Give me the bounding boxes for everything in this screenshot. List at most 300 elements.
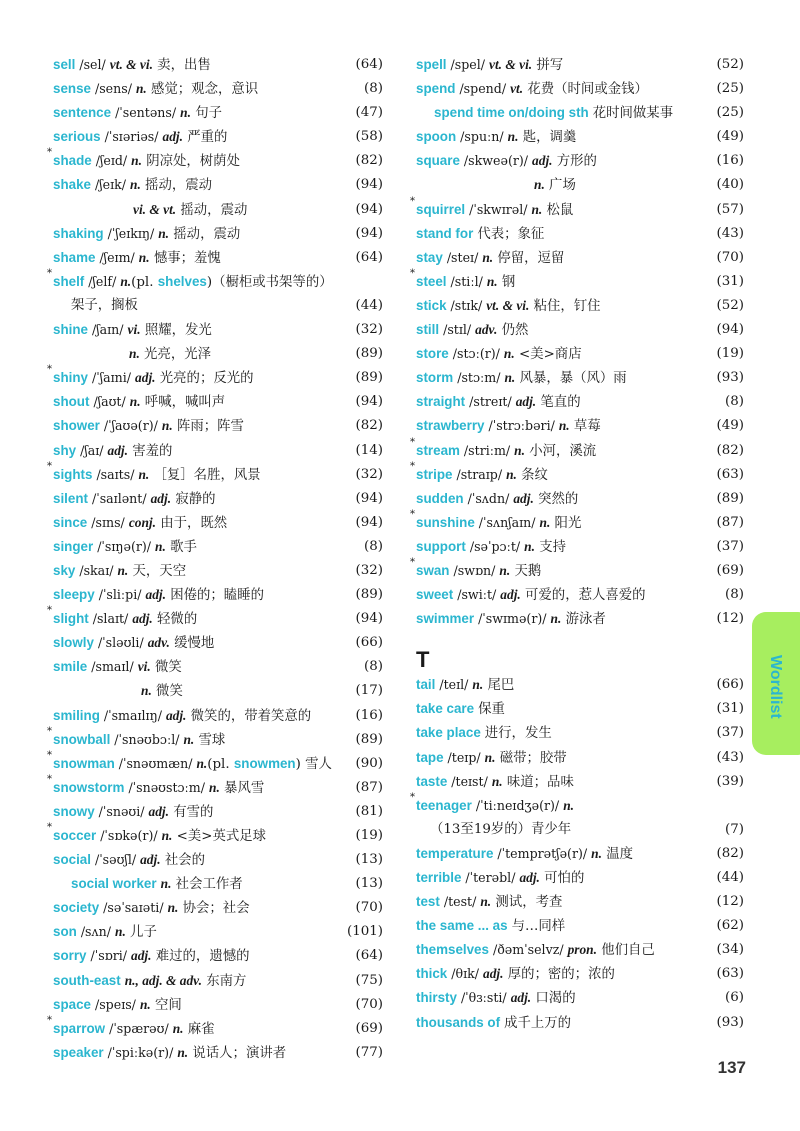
unit-number: (89) — [716, 490, 744, 506]
wordlist-entry — [47, 725, 383, 752]
definition: 厚的；密的；浓的 — [503, 967, 615, 983]
unit-number: (6) — [725, 990, 744, 1006]
definition: 钢 — [497, 274, 516, 290]
pronunciation: /ˈspærəʊ/ — [105, 1020, 173, 1036]
star-marker: * — [47, 725, 52, 737]
wordlist-entry — [410, 508, 744, 535]
headword: speaker — [53, 1044, 104, 1060]
unit-number: (82) — [355, 418, 383, 434]
wordlist-entry — [47, 822, 383, 848]
wordlist-entry — [416, 818, 744, 842]
unit-number: (47) — [355, 105, 383, 121]
wordlist-entry — [53, 487, 383, 511]
definition-extra: （橱柜或书架等的） — [212, 274, 333, 290]
headword: test — [416, 894, 440, 910]
definition: 缓慢地 — [169, 636, 215, 652]
unit-number: (58) — [355, 129, 383, 145]
part-of-speech: n. — [129, 394, 141, 410]
wordlist-entry — [416, 583, 744, 607]
wordlist-entry — [47, 267, 383, 294]
definition: 感觉；观念，意识 — [146, 82, 259, 98]
wordlist-entry — [416, 697, 744, 721]
unit-number: (19) — [355, 828, 383, 843]
definition: 保重 — [478, 702, 505, 718]
wordlist-entry — [416, 938, 744, 962]
wordlist-entry — [53, 439, 383, 463]
headword: still — [416, 322, 440, 338]
wordlist-tab-label: Wordlist — [767, 655, 784, 719]
definition: 空间 — [150, 997, 182, 1013]
wordlist-entry — [53, 655, 383, 679]
wordlist-entry — [416, 390, 744, 414]
pronunciation: /ʃaɪn/ — [87, 322, 128, 338]
headword: social worker — [71, 876, 157, 892]
part-of-speech: pron. — [567, 942, 597, 958]
wordlist-entry — [47, 460, 383, 487]
star-marker: * — [47, 364, 52, 376]
pronunciation: /smaɪl/ — [87, 659, 138, 675]
pronunciation: /səˈsaɪəti/ — [99, 900, 168, 916]
part-of-speech: n. — [172, 1020, 184, 1036]
pronunciation: /ˈsəʊʃl/ — [90, 852, 141, 868]
unit-number: (8) — [364, 538, 383, 554]
pronunciation: /spel/ — [446, 57, 490, 72]
part-of-speech: n. — [491, 773, 503, 789]
unit-number: (7) — [725, 821, 744, 837]
unit-number: (44) — [355, 297, 383, 313]
wordlist-entry — [416, 986, 744, 1010]
headword: sentence — [53, 105, 112, 121]
unit-number: (66) — [355, 635, 383, 651]
definition: 方形的 — [552, 154, 597, 170]
wordlist-entry — [416, 721, 744, 745]
definition: <美>商店 — [514, 347, 582, 363]
headword: slowly — [53, 635, 94, 651]
part-of-speech: n. — [135, 81, 147, 97]
definition: 草莓 — [569, 419, 601, 435]
headword: since — [53, 514, 88, 530]
part-of-speech: adj. — [519, 870, 540, 885]
wordlist-entry — [416, 890, 744, 914]
headword: smile — [53, 659, 88, 675]
headword: shower — [53, 418, 100, 434]
unit-number: (31) — [716, 273, 744, 289]
part-of-speech: n. — [531, 201, 543, 217]
definition: 测试，考查 — [491, 895, 563, 911]
part-of-speech: n. — [209, 779, 220, 795]
unit-number: (81) — [355, 803, 383, 819]
definition: ［复］名胜，风景 — [149, 467, 261, 483]
unit-number: (75) — [355, 972, 383, 988]
star-marker: * — [410, 556, 415, 568]
part-of-speech: n. — [117, 562, 129, 578]
part-of-speech: vt. & vi. — [489, 57, 533, 72]
pronunciation: /ˈsaɪlənt/ — [87, 490, 151, 506]
unit-number: (93) — [716, 1014, 744, 1030]
wordlist-entry — [53, 222, 383, 246]
plural-form: shelves — [157, 273, 207, 289]
wordlist-entry — [416, 366, 744, 390]
part-of-speech: adj. — [135, 370, 156, 386]
page-number: 137 — [717, 1058, 746, 1077]
unit-number: (32) — [355, 562, 383, 578]
unit-number: (64) — [355, 249, 383, 265]
star-marker: * — [47, 605, 52, 617]
pronunciation: /θɪk/ — [447, 966, 483, 982]
plural-prefix: (pl. — [131, 274, 158, 290]
pronunciation: /test/ — [439, 894, 481, 910]
pronunciation: /ˈsʌnʃaɪn/ — [474, 514, 540, 530]
definition: 匙，调羹 — [518, 130, 577, 146]
unit-number: (94) — [355, 514, 383, 530]
part-of-speech: adj. — [510, 990, 532, 1006]
definition: 卖，出售 — [152, 58, 211, 73]
part-of-speech: n. — [177, 1044, 189, 1060]
plural-prefix: (pl. — [207, 756, 234, 772]
part-of-speech: n. — [161, 418, 173, 434]
wordlist-entry — [416, 246, 744, 270]
unit-number: (94) — [355, 225, 383, 241]
pronunciation: /teɪp/ — [443, 749, 485, 765]
unit-number: (8) — [725, 587, 744, 603]
wordlist-entry — [53, 53, 383, 77]
part-of-speech: n. — [507, 129, 519, 145]
star-marker: * — [410, 195, 415, 207]
pronunciation: /ʃelf/ — [84, 273, 121, 289]
pronunciation: /ˈsnəʊstɔːm/ — [124, 779, 209, 795]
wordlist-entry — [53, 920, 383, 944]
headword: tape — [416, 749, 444, 765]
wordlist-entry — [416, 607, 744, 631]
part-of-speech: n. — [472, 677, 484, 693]
pronunciation: /slaɪt/ — [88, 611, 133, 627]
part-of-speech: n. — [158, 225, 170, 241]
unit-number: (8) — [725, 394, 744, 410]
part-of-speech: adj. — [150, 490, 172, 506]
headword: sleepy — [53, 587, 95, 603]
unit-number: (62) — [716, 918, 744, 934]
pronunciation: /sʌn/ — [76, 924, 115, 940]
pronunciation: /teɪl/ — [435, 677, 473, 693]
pronunciation: /ˈsʌdn/ — [463, 490, 514, 506]
wordlist-entry — [53, 294, 383, 318]
headword: spend time on/doing sth — [434, 105, 589, 121]
headword: sky — [53, 562, 76, 578]
part-of-speech: conj. — [128, 514, 156, 530]
part-of-speech: n. — [138, 466, 150, 482]
unit-number: (94) — [355, 611, 383, 627]
wordlist-entry — [410, 436, 744, 463]
wordlist-entry — [47, 1014, 383, 1041]
unit-number: (17) — [355, 683, 383, 699]
definition: 东南方 — [201, 973, 247, 989]
headword: snowstorm — [53, 779, 125, 795]
part-of-speech: adj. — [165, 707, 187, 723]
unit-number: (25) — [716, 105, 744, 121]
pronunciation: /striːm/ — [459, 442, 515, 458]
unit-number: (37) — [716, 725, 744, 741]
definition: 光亮，光泽 — [139, 347, 212, 363]
headword: serious — [53, 129, 101, 145]
pronunciation: /streɪt/ — [465, 394, 516, 410]
unit-number: (8) — [364, 81, 383, 97]
unit-number: (70) — [355, 996, 383, 1012]
pronunciation: /stɔːm/ — [453, 370, 505, 386]
definition: 风暴，暴（风）雨 — [515, 371, 627, 387]
wordlist-entry — [47, 773, 383, 800]
part-of-speech: adv. — [475, 322, 498, 338]
wordlist-entry — [416, 673, 744, 697]
pronunciation: /skaɪ/ — [75, 562, 118, 578]
headword: sense — [53, 81, 91, 97]
part-of-speech: n. — [196, 755, 208, 771]
unit-number: (12) — [716, 611, 744, 627]
headword: stand for — [416, 225, 474, 241]
headword: shade — [53, 153, 92, 169]
wordlist-entry — [53, 559, 383, 583]
wordlist-entry — [53, 77, 383, 101]
definition: 困倦的；瞌睡的 — [165, 588, 264, 604]
wordlist-entry — [416, 414, 744, 438]
part-of-speech: n. — [563, 797, 574, 813]
star-marker: * — [410, 460, 415, 472]
wordlist-entry — [416, 101, 744, 125]
unit-number: (70) — [355, 900, 383, 916]
wordlist-entry — [416, 866, 744, 890]
wordlist-entry — [53, 390, 383, 414]
star-marker: * — [47, 773, 52, 785]
headword: steel — [416, 273, 447, 289]
part-of-speech: n. — [161, 828, 173, 843]
part-of-speech: adj. — [145, 587, 166, 603]
plural-suffix: ) — [295, 756, 301, 772]
pronunciation: /swɒn/ — [449, 562, 500, 578]
definition: 难过的，遗憾的 — [151, 949, 250, 965]
wordlist-entry — [53, 631, 383, 655]
headword: the same ... as — [416, 918, 508, 934]
headword: square — [416, 153, 460, 169]
wordlist-entry — [47, 749, 383, 776]
part-of-speech: adj. — [140, 852, 161, 868]
wordlist-entry — [416, 842, 744, 866]
pronunciation: /stɪk/ — [446, 297, 487, 313]
part-of-speech: n. — [180, 105, 191, 121]
wordlist-entry — [416, 173, 744, 197]
headword: thousands of — [416, 1014, 501, 1030]
pronunciation: /ˈsɒri/ — [86, 948, 132, 964]
wordlist-entry — [410, 267, 744, 294]
star-marker: * — [410, 436, 415, 448]
headword: shame — [53, 249, 96, 265]
part-of-speech: n. — [591, 845, 602, 861]
headword: shine — [53, 322, 88, 338]
definition: 他们自己 — [596, 943, 655, 959]
headword: sweet — [416, 587, 454, 603]
part-of-speech: n. — [486, 273, 498, 289]
unit-number: (44) — [716, 870, 744, 885]
headword: squirrel — [416, 201, 466, 217]
definition-extra: 雪人 — [300, 756, 332, 772]
wordlist-entry — [416, 318, 744, 342]
wordlist-entry — [53, 198, 383, 222]
definition: 小河，溪流 — [524, 443, 597, 459]
headword: spoon — [416, 129, 457, 145]
definition: 微笑 — [150, 660, 182, 676]
definition: 成千上万的 — [504, 1015, 572, 1031]
unit-number: (57) — [716, 201, 744, 217]
wordlist-entry — [53, 246, 383, 270]
definition: 暴风雪 — [219, 780, 265, 796]
wordlist-entry — [47, 605, 383, 631]
part-of-speech: n. — [480, 894, 492, 910]
definition: 突然的 — [533, 491, 579, 507]
part-of-speech: adj. — [107, 442, 128, 458]
star-marker: * — [410, 791, 415, 803]
headword: stream — [416, 442, 460, 458]
wordlist-entry — [416, 77, 744, 101]
wordlist-entry — [53, 101, 383, 125]
wordlist-entry — [53, 800, 383, 824]
star-marker: * — [47, 147, 52, 159]
headword: sudden — [416, 490, 464, 506]
pronunciation: /ʃeɪk/ — [90, 177, 130, 193]
wordlist-entry — [53, 704, 383, 728]
pronunciation: /stɔː(r)/ — [448, 346, 504, 362]
part-of-speech: vi. — [137, 659, 151, 675]
part-of-speech: adj. — [500, 587, 521, 603]
part-of-speech: n. — [141, 683, 152, 699]
definition: 社会的 — [160, 853, 206, 869]
unit-number: (16) — [355, 707, 383, 723]
unit-number: (77) — [355, 1044, 383, 1060]
headword: store — [416, 346, 449, 362]
unit-number: (52) — [716, 57, 744, 72]
unit-number: (34) — [716, 942, 744, 958]
star-marker: * — [410, 267, 415, 279]
definition: 温度 — [601, 846, 633, 862]
pronunciation: /steɪ/ — [442, 249, 483, 265]
part-of-speech: n. — [120, 273, 132, 289]
definition: 憾事；羞愧 — [149, 250, 221, 266]
unit-number: (94) — [355, 177, 383, 193]
pronunciation: /ˈsnəʊi/ — [94, 803, 149, 819]
wordlist-entry — [47, 364, 383, 390]
unit-number: (87) — [355, 779, 383, 795]
unit-number: (70) — [716, 249, 744, 265]
definition: 天鹅 — [510, 563, 542, 579]
headword: spend — [416, 81, 456, 97]
unit-number: (25) — [716, 81, 744, 97]
definition: 害羞的 — [128, 443, 173, 459]
part-of-speech: n. — [524, 538, 535, 554]
wordlist-entry — [416, 535, 744, 559]
unit-number: (94) — [355, 490, 383, 506]
unit-number: (94) — [355, 394, 383, 410]
unit-number: (94) — [355, 201, 383, 217]
unit-number: (43) — [716, 749, 744, 765]
definition: 花时间做某事 — [592, 106, 674, 122]
definition: 微笑 — [151, 684, 183, 700]
headword: son — [53, 924, 77, 940]
part-of-speech: vt. & vi. — [486, 297, 530, 313]
unit-number: (66) — [716, 677, 744, 693]
pronunciation: /stɪl/ — [439, 322, 476, 338]
wordlist-entry — [53, 872, 383, 896]
headword: take care — [416, 701, 475, 717]
headword: snowball — [53, 731, 111, 747]
headword: shy — [53, 442, 77, 458]
part-of-speech: adj. — [162, 129, 183, 145]
part-of-speech: adj. — [131, 948, 152, 964]
pronunciation: /ˈsɪŋə(r)/ — [93, 538, 156, 554]
wordlist-entry — [416, 294, 744, 318]
definition: 拼写 — [532, 58, 564, 73]
pronunciation: /ˈʃaɪni/ — [87, 370, 136, 386]
plural-form: snowmen — [233, 755, 296, 771]
unit-number: (39) — [716, 773, 744, 789]
definition: 儿子 — [125, 925, 157, 941]
part-of-speech: n. — [499, 562, 511, 578]
headword: swimmer — [416, 611, 475, 627]
definition: 广场 — [544, 178, 576, 194]
definition: 磁带；胶带 — [495, 750, 567, 766]
unit-number: (13) — [355, 876, 383, 892]
wordlist-entry — [53, 583, 383, 607]
definition: <美>英式足球 — [172, 829, 267, 844]
definition: 粘住，钉住 — [529, 298, 601, 314]
wordlist-entry — [416, 746, 744, 770]
pronunciation: /ˈsɒkə(r)/ — [96, 828, 162, 843]
pronunciation: /ðəmˈselvz/ — [488, 942, 568, 958]
star-marker: * — [47, 1014, 52, 1026]
definition: 味道；品味 — [502, 774, 574, 790]
unit-number: (43) — [716, 225, 744, 241]
headword: stripe — [416, 466, 453, 482]
wordlist-entry — [53, 944, 383, 968]
definition: 轻微的 — [152, 612, 198, 628]
headword: south-east — [53, 972, 121, 988]
headword: shelf — [53, 273, 85, 289]
part-of-speech: n. — [503, 346, 515, 362]
definition: 松鼠 — [542, 202, 574, 218]
part-of-speech: vi. — [127, 322, 141, 338]
pronunciation: /ˈskwɪrəl/ — [465, 201, 532, 217]
star-marker: * — [47, 822, 52, 833]
wordlist-entry — [53, 535, 383, 559]
wordlist-entry — [53, 318, 383, 342]
definition: 可怕的 — [539, 871, 585, 886]
pronunciation: /ˈsentəns/ — [111, 105, 181, 121]
headword: social — [53, 852, 91, 868]
definition: 麻雀 — [183, 1021, 215, 1037]
definition: 天，天空 — [128, 563, 187, 579]
unit-number: (82) — [355, 153, 383, 169]
star-marker: * — [47, 460, 52, 472]
definition: 歌手 — [165, 539, 197, 555]
definition: 句子 — [190, 106, 222, 122]
headword: take place — [416, 725, 481, 741]
headword: support — [416, 538, 466, 554]
wordlist-entry — [416, 770, 744, 794]
right-column — [410, 53, 744, 1035]
part-of-speech: adv. — [147, 635, 170, 651]
unit-number: (13) — [355, 852, 383, 868]
headword: stay — [416, 249, 443, 265]
pronunciation: /ˈʃaʊə(r)/ — [99, 418, 162, 434]
pronunciation: /ʃaʊt/ — [89, 394, 130, 410]
part-of-speech: n. — [534, 177, 545, 193]
pronunciation: /ˈswɪmə(r)/ — [474, 611, 551, 627]
